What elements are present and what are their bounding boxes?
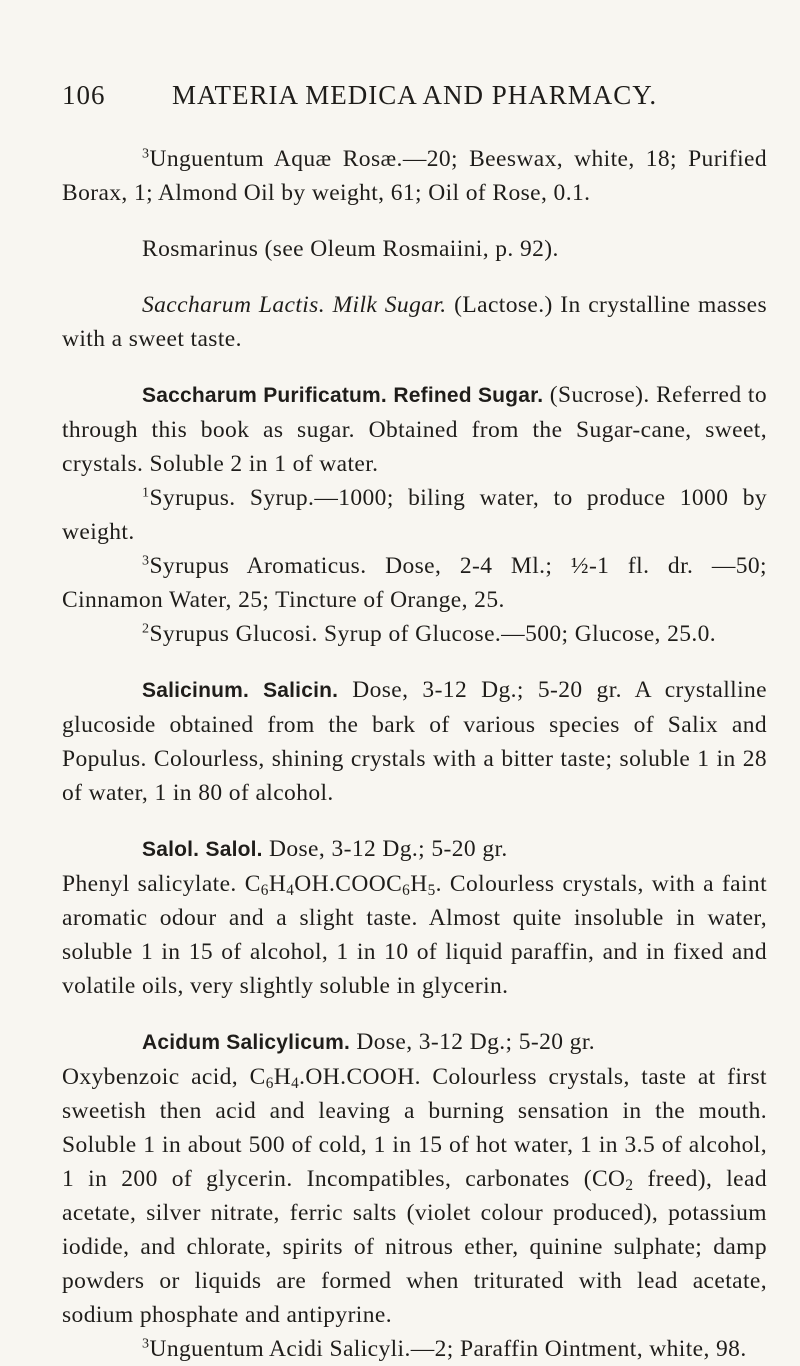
paragraph-rosmarinus	[62, 232, 767, 266]
paragraph-text: Syrupus. Syrup.—1000; biling water, to produce 1000 by weight.	[62, 485, 767, 545]
text-run: . Colourless crystals, with a faint aromatic odour and a slight taste. Almost quite insoluble in water, soluble 1 in 15 of alcohol, 1 in 10 of liquid paraffin, and in fixed and volatile oils, very slightly soluble in glycerin.	[62, 871, 768, 999]
paragraph-unguentum-aquae-rosae	[62, 142, 767, 210]
subscript: 6	[402, 881, 411, 899]
paragraph-text: Syrupus Glucosi. Syrup of Glucose.—500; Glucose, 25.0.	[149, 621, 717, 647]
subscript: 4	[286, 881, 295, 899]
subscript: 2	[625, 1176, 634, 1194]
footnote-marker: 1	[142, 484, 150, 501]
text-run: H	[268, 871, 287, 897]
paragraph-acidum-salicylicum-description	[62, 1060, 767, 1332]
running-title: MATERIA MEDICA AND PHARMACY.	[172, 80, 658, 110]
entry-heading: Salicinum.	[142, 679, 250, 702]
text-run: Phenyl salicylate. C	[62, 871, 261, 897]
paragraph-unguentum-acidi-salicyli	[62, 1332, 767, 1366]
footnote-marker: 3	[142, 145, 150, 162]
text-run: Oxybenzoic acid, C	[62, 1064, 266, 1090]
paragraph-text: Rosmarinus (see Oleum Rosmaiini, p. 92).	[142, 236, 559, 262]
dose-text: Dose, 3-12 Dg.; 5-20 gr.	[350, 1029, 596, 1055]
page-number: 106	[62, 80, 106, 110]
entry-heading: Acidum Salicylicum.	[142, 1031, 351, 1054]
subscript: 4	[291, 1074, 300, 1092]
text-run: .OH.COOH. Colourless crystals, taste at first sweetish then acid and leaving a burning sensation in the mouth. Soluble 1 in about 500 of cold, 1 in 15 of hot water, 1 in 3.5 of alcohol, 1 in 200 of glycerin. Incompatibles, carbonates (CO	[62, 1064, 767, 1192]
entry-saccharum-lactis	[62, 288, 767, 356]
entry-salol	[62, 832, 767, 867]
paragraph-salol-description	[62, 867, 767, 1003]
paragraph-text: Unguentum Aquæ Rosæ.—20; Beeswax, white, 18; Purified Borax, 1; Almond Oil by weight, 61; Oil of Rose, 0.1.	[62, 146, 767, 206]
subscript: 6	[260, 881, 269, 899]
entry-heading: Saccharum Purificatum.	[142, 384, 387, 407]
entry-acidum-salicylicum	[62, 1025, 767, 1060]
dose-text: Dose, 3-12 Dg.; 5-20 gr.	[262, 836, 508, 862]
paragraph-text: Syrupus Aromaticus. Dose, 2-4 Ml.; ½-1 fl. dr. —50; Cinnamon Water, 25; Tincture of Orange, 25.	[62, 553, 767, 613]
text-run: OH.COOC	[294, 871, 403, 897]
paragraph-syrupus-aromaticus	[62, 549, 767, 617]
entry-salicinum	[62, 673, 767, 810]
footnote-marker: 2	[142, 620, 150, 637]
page-body	[62, 142, 767, 1366]
paragraph-syrupus	[62, 481, 767, 549]
paragraph-text: (Sucrose). Referred to through this book as sugar. Obtained from the Sugar-cane, sweet, crystals. Soluble 2 in 1 of water.	[62, 382, 767, 477]
entry-subheading: Refined Sugar.	[393, 384, 544, 407]
entry-heading: Saccharum Lactis.	[142, 292, 326, 318]
paragraph-text: (Lactose.) In crystalline masses with a sweet taste.	[62, 292, 768, 352]
paragraph-text: Unguentum Acidi Salicyli.—2; Paraffin Ointment, white, 98.	[149, 1336, 747, 1362]
subscript: 5	[427, 881, 436, 899]
subscript: 6	[265, 1074, 274, 1092]
entry-saccharum-purificatum	[62, 378, 767, 481]
page-header	[62, 80, 760, 111]
paragraph-syrupus-glucosi	[62, 617, 767, 651]
paragraph-text: Dose, 3-12 Dg.; 5-20 gr. A crystalline glucoside obtained from the bark of various species of Salix and Populus. Colourless, shining crystals with a bitter taste; soluble 1 in 28 of water, 1 in 80 of alcohol.	[62, 677, 767, 806]
text-run: H	[410, 871, 428, 897]
entry-subheading: Milk Sugar.	[332, 292, 447, 318]
text-run: H	[273, 1064, 292, 1090]
footnote-marker: 3	[142, 552, 150, 569]
footnote-marker: 3	[142, 1335, 150, 1352]
text-run: freed), lead acetate, silver nitrate, ferric salts (violet colour produced), potassium iodide, and chlorate, spirits of nitrous ether, quinine sulphate; damp powders or liquids are formed when triturated with lead acetate, sodium phosphate and antipyrine.	[62, 1166, 767, 1328]
entry-subheading: Salol.	[205, 838, 263, 861]
entry-heading: Salol.	[142, 838, 200, 861]
entry-subheading: Salicin.	[263, 679, 339, 702]
